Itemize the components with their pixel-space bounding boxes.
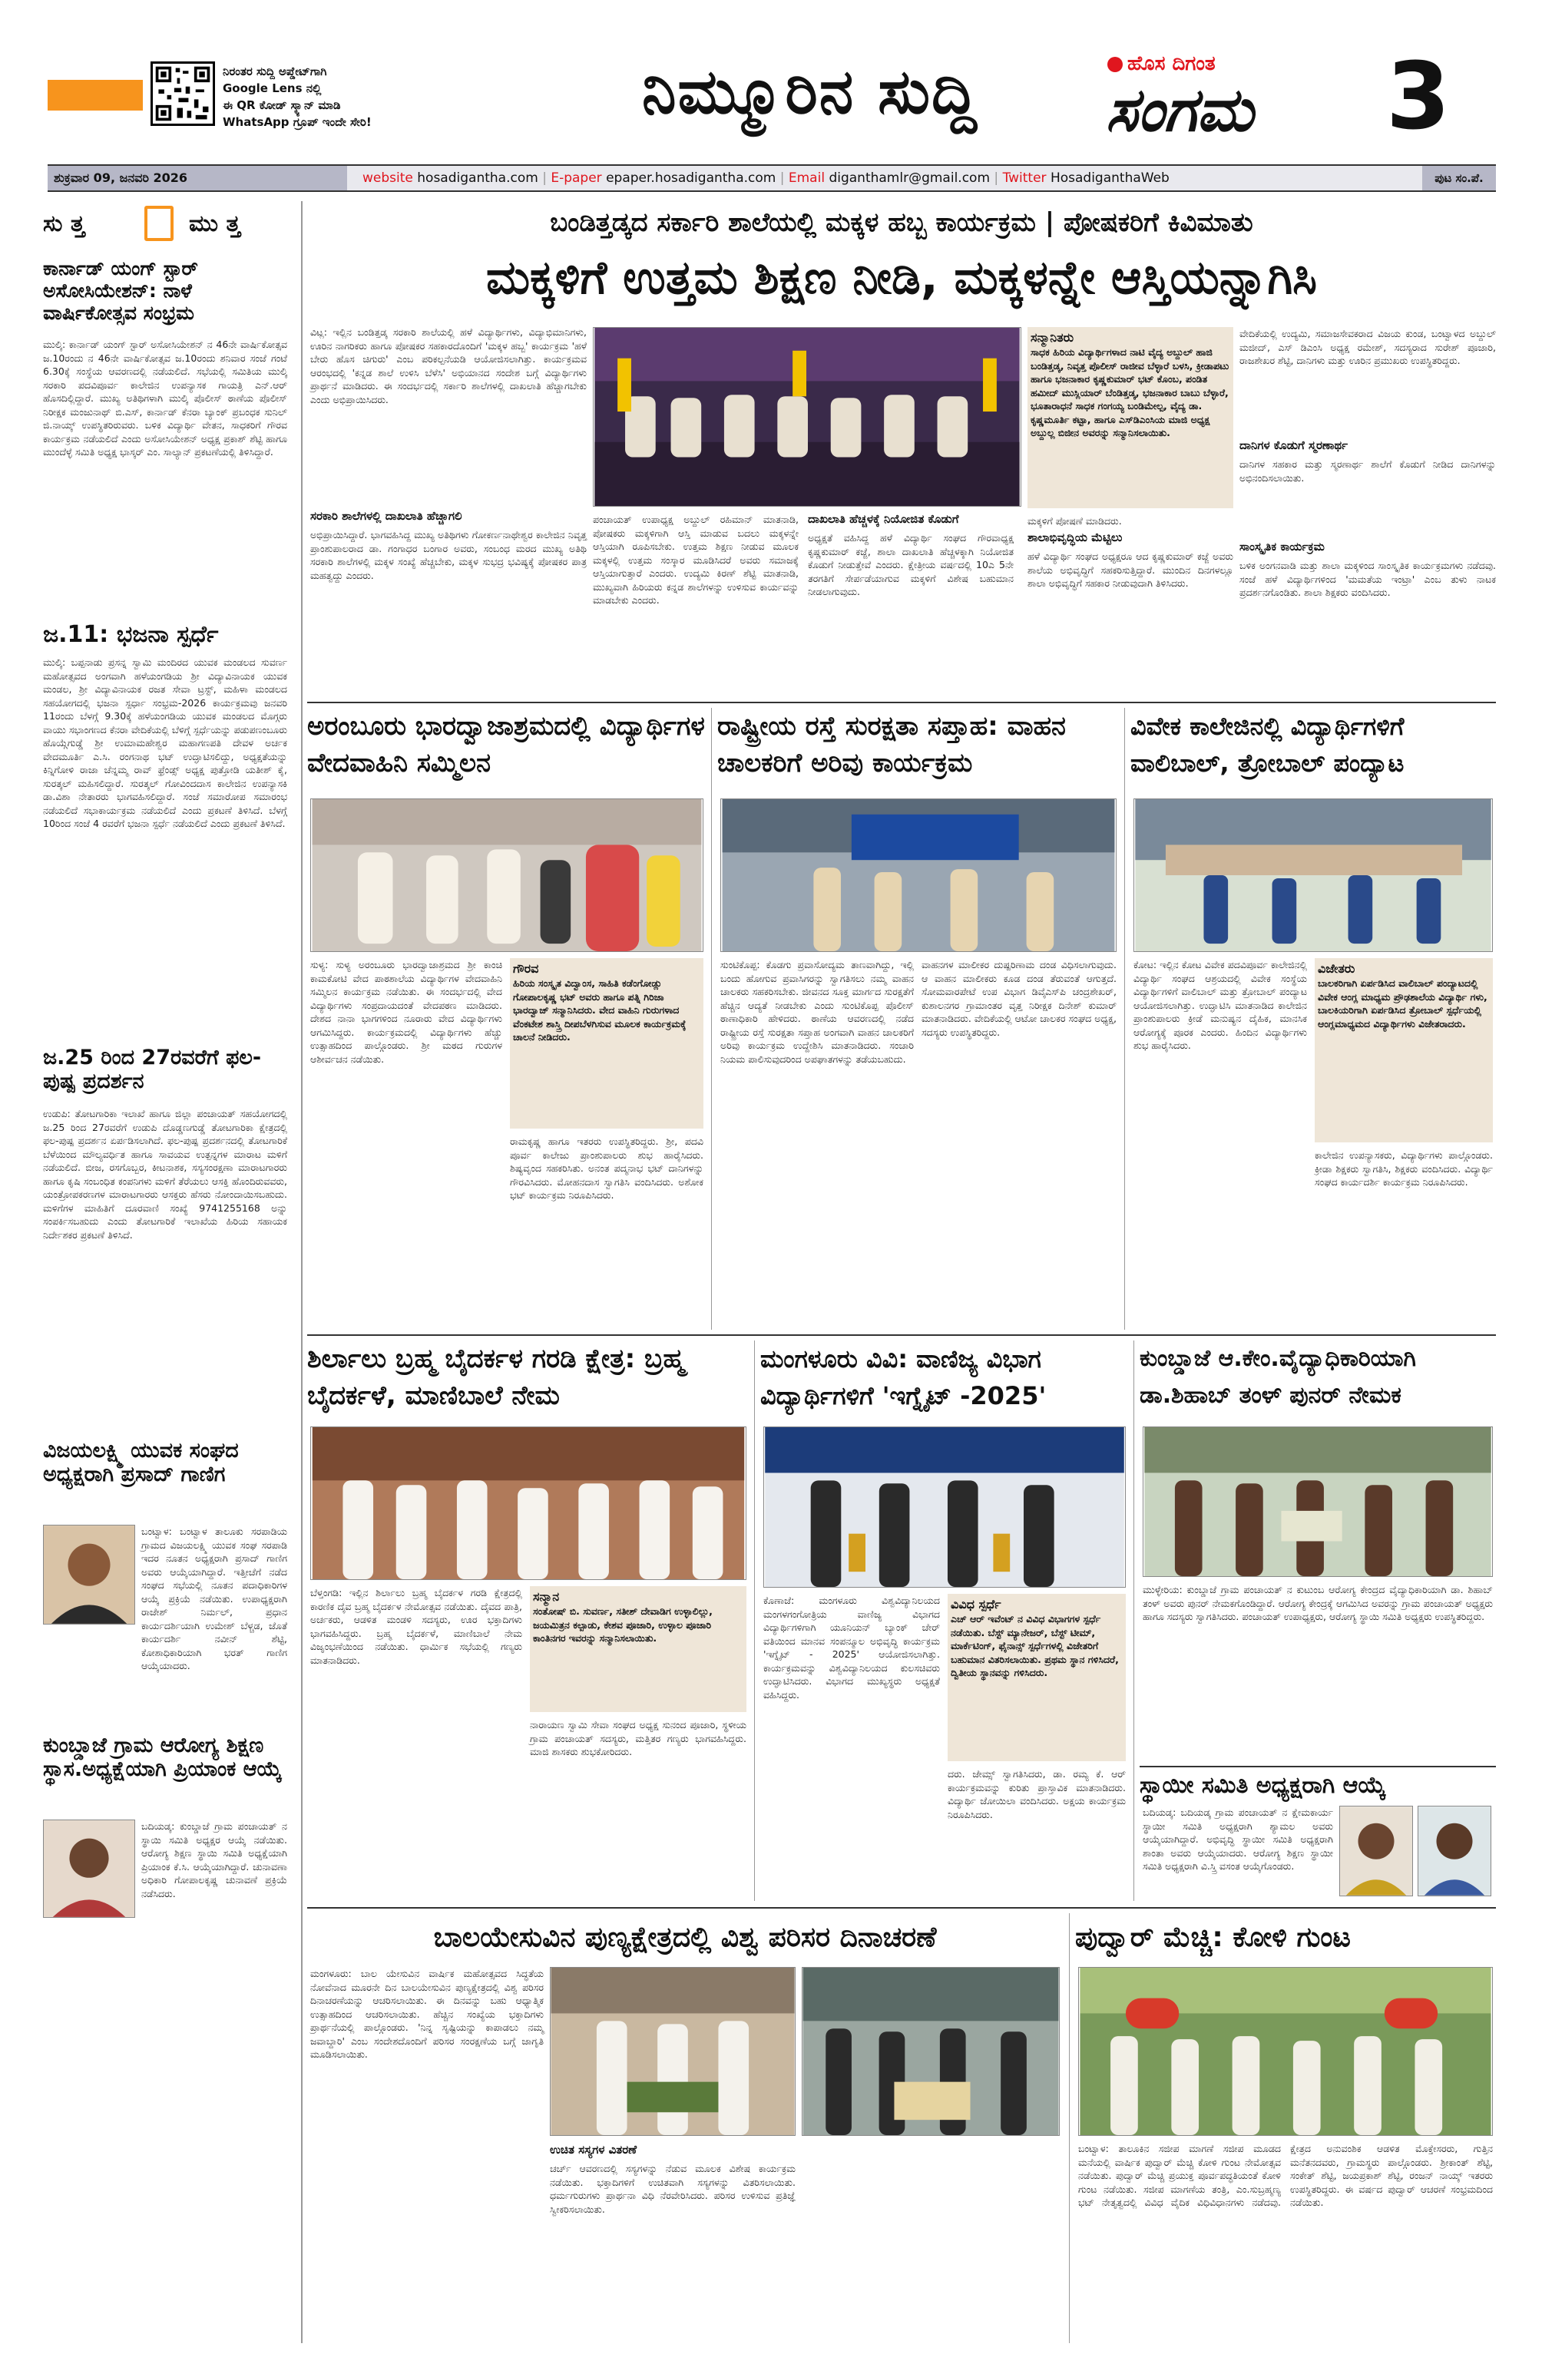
art-4: ಶಿರ್ಲಾಲು ಬ್ರಹ್ಮ ಬೈದರ್ಕಳ ಗರಡಿ ಕ್ಷೇತ್ರ: ಬ್ರಹ್ಮ ಬೈದರ್ಕಳೆ, ಮಾಣಿಬಾಲೆ ನೇಮ ಬೆಳ್ತಂಗಡಿ: ಇಲ್ಲಿನ ಶಿರ್ಲಾಲು ಬ್ರಹ್ಮ ಬೈದರ್ಕಳ ಗರಡಿ ಕ್ಷೇತ್ರದಲ್ಲಿ ಕಾರಣಿಕ ದೈವ ಬ್ರಹ್ಮ ಬೈದರ್ಕಳ ನೇಮೋತ್ಸವ ನಡೆಯಿತು. ದೈವದ ಪಾತ್ರಿ, ಅರ್ಚಕರು, ಆಡಳಿತ ಮಂಡಳಿ ಸದಸ್ಯರು, ಊರ ಭಕ್ತಾದಿಗಳು ಭಾಗವಹಿಸಿದ್ದರು. ಬ್ರಹ್ಮ ಬೈದರ್ಕಳೆ, ಮಾಣಿಬಾಲೆ ನೇಮ ವಿಜೃಂಭಣೆಯಿಂದ ನಡೆಯಿತು. ಧಾರ್ಮಿಕ ಸಭೆಯಲ್ಲಿ ಗಣ್ಯರು ಮಾತನಾಡಿದರು. ಸನ್ಮಾನ ಸಂತೋಷ್ ಬಿ. ಸುವರ್ಣ, ಸತೀಶ್ ದೇವಾಡಿಗ ಉಳ್ಳಾಲಿಲ್ಲು, ಜಯಮಿತ್ರನ ಕಲ್ಪಾಡು, ಕೇಶವ ಪೂಜಾರಿ, ಉಳ್ಳಾಲ ಪೂಜಾರಿ ಕಾಂತಿನಗರ ಇವರನ್ನು ಸನ್ಮಾನಿಸಲಾಯಿತು. ನಾರಾಯಣ ಸ್ವಾಮಿ ಸೇವಾ ಸಂಘದ ಅಧ್ಯಕ್ಷ ಸುನಂದ ಪೂಜಾರಿ, ಸ್ಥಳೀಯ ಗ್ರಾಮ ಪಂಚಾಯತ್ ಸದಸ್ಯರು, ಮತ್ತಿತರ ಗಣ್ಯರು ಭಾಗವಹಿಸಿದ್ದರು. ಮಾಜಿ ಶಾಸಕರು ಶುಭಕೋರಿದರು.: [307, 1344, 746, 1757]
links-row: website hosadigantha.com | E-paper epaper.hosadigantha.com | Email diganthamlr@gmail.com | Twitter HosadiganthaWeb: [362, 170, 1170, 186]
sidebar-story-4-photo: [43, 1525, 135, 1625]
row2-div-2: [1124, 708, 1125, 1330]
art-8-photo-2: [802, 1967, 1060, 2136]
sidebar-story-2-body: ಮುಲ್ಕಿ: ಬಪ್ಪನಾಡು ಪ್ರಸನ್ನ ಸ್ವಾಮಿ ಮಂದಿರದ ಯುವಕ ಮಂಡಲದ ಸುವರ್ಣ ಮಹೋತ್ಸವದ ಅಂಗವಾಗಿ ಹಳೆಯಂಗಡಿಯ ಶ್ರೀ ವಿದ್ಯಾವಿನಾಯಕ ಯುವಕ ಮಂಡಲ, ಶ್ರೀ ವಿದ್ಯಾವಿನಾಯಕ ರಜತ ಸೇವಾ ಟ್ರಸ್ಟ್, ಮಹಿಳಾ ಮಂಡಲದ ಸಹಯೋಗದಲ್ಲಿ ಭಜನಾ ಸ್ಪರ್ಧಾ ಸಂಭ್ರಮ-2026 ಕಾರ್ಯಕ್ರಮವು ಜನವರಿ 11ರಂದು ಬೆಳಗ್ಗೆ 9.30ಕ್ಕೆ ಹಳೆಯಂಗಡಿಯ ಯುವಕ ಮಂಡಲದ ಮೊಗ್ಗರು ವಾಯು ಸಭಾಂಗಣದ ಕೆನರಾ ವೇದಿಕೆಯಲ್ಲಿ ಬೆಳಿಗ್ಗೆ ಸ್ಪರ್ಧೆಯನ್ನು ಪಡುಪಣಂಬೂರು ಹೊಯ್ಗೆಗುಡ್ಡೆ ಶ್ರೀ ಉಮಾಮಹೇಶ್ವರ ಮಹಾಗಣಪತಿ ದೇವಳ ಅರ್ಚಕ ವೇದಮೂರ್ತಿ ಎ.ಸಿ. ರಂಗನಾಥ ಭಟ್ ಉದ್ಘಾಟಿಸಲಿದ್ದು, ಅಧ್ಯಕ್ಷತೆಯನ್ನು ಕಿನ್ನಿಗೋಳಿ ರಾಜಾ ಚೆನ್ನಮ್ಮ ರಾವ್ ಫ್ರೆಂಡ್ಸ್ ಅಧ್ಯಕ್ಷ ಪುತ್ತೋಡಿ ಯತೀಶ್ ಕೈ, ಸುರತ್ಕಲ್ ಮಹಿಸಲಿದ್ದಾರೆ. ಸುರತ್ಕಲ್ ಗೋವಿಂದದಾಸ ಕಾಲೇಜಿನ ಉಪನ್ಯಾಸಕಿ ಡಾ.ವಿಶಾ ನೇತಾರರು ಭಾಗವಹಿಸಲಿದ್ದಾರೆ. ಸಂಜೆ ಸಮಾರೋಪ ಸಮಾರಂಭ ನಡೆಯಲಿದೆ ಸಭಾಕಾರ್ಯಕ್ರಮ ನಡೆಯಲಿದೆ ಎಂದು ಪ್ರಕಟಣೆ ತಿಳಿಸಿದೆ. ಬೆಳಗ್ಗೆ 10ರಿಂದ ಸಂಜೆ 4 ರವರೆಗೆ ಭಜನಾ ಸ್ಪರ್ಧೆ ನಡೆಯಲಿದೆ ಎಂದು ಪ್ರಕಟಣೆ ತಿಳಿಸಿದೆ.: [43, 656, 287, 829]
art-2: ರಾಷ್ಟ್ರೀಯ ರಸ್ತೆ ಸುರಕ್ಷತಾ ಸಪ್ತಾಹ: ವಾಹನ ಚಾಲಕರಿಗೆ ಅರಿವು ಕಾರ್ಯಕ್ರಮ ಸುಂಟಿಕೊಪ್ಪ: ಕೊಡಗು ಪ್ರವಾಸೋದ್ಯಮ ತಾಣವಾಗಿದ್ದು, ಇಲ್ಲಿ ಬಂದು ಹೋಗುವ ಪ್ರವಾಸಿಗರನ್ನು ಸ್ವಾಗತಿಸಲು ನಮ್ಮ ವಾಹನ ಚಾಲಕರು ಸಹಕರಿಸಬೇಕು. ಜೀವನದ ಸೂಕ್ತ ಮಾರ್ಗದ ಸುರಕ್ಷತೆಗೆ ಹೆಚ್ಚಿನ ಆದ್ಯತೆ ನೀಡಬೇಕು ಎಂದು ಸುಂಟಿಕೊಪ್ಪ ಪೊಲೀಸ್ ಠಾಣಾಧಿಕಾರಿ ಹೇಳಿದರು. ಠಾಣೆಯ ಆವರಣದಲ್ಲಿ ನಡೆದ ರಾಷ್ಟ್ರೀಯ ರಸ್ತೆ ಸುರಕ್ಷತಾ ಸಪ್ತಾಹ ಅಂಗವಾಗಿ ವಾಹನ ಚಾಲಕರಿಗೆ ಅರಿವು ಕಾರ್ಯಕ್ರಮ ಉದ್ದೇಶಿಸಿ ಮಾತನಾಡಿದರು. ಸಂಚಾರಿ ನಿಯಮ ಪಾಲಿಸುವುದರಿಂದ ಅಪಘಾತಗಳನ್ನು ತಡೆಯಬಹುದು. ವಾಹನಗಳ ಮಾಲೀಕರ ದುಷ್ಪರಿಣಾಮ ದಂಡ ವಿಧಿಸಲಾಗುವುದು. ಆ ವಾಹನ ಮಾಲೀಕರು ಕೂಡ ದಂಡ ತೆರುವಂತೆ ಆಗುತ್ತದೆ. ಸೋಮವಾರಪೇಟೆ ಉಪ ವಿಭಾಗ ಡಿವೈಎಸ್‌ಪಿ ಚಂದ್ರಶೇಖರ್, ಕುಶಾಲನಗರ ಗ್ರಾಮಾಂತರ ವೃತ್ತ ನಿರೀಕ್ಷಕ ದಿನೇಶ್ ಕುಮಾರ್ ಮಾತನಾಡಿದರು. ವೇದಿಕೆಯಲ್ಲಿ ಆಟೋ ಚಾಲಕರ ಸಂಘದ ಅಧ್ಯಕ್ಷ, ಸದಸ್ಯರು ಉಪಸ್ಥಿತರಿದ್ದರು.: [717, 711, 1117, 1065]
art-8-photo-1: [550, 1967, 796, 2136]
brand-block: [1106, 44, 1505, 150]
art-8-box-title: ಉಚಿತ ಸಸ್ಯಗಳ ವಿತರಣೆ: [550, 2143, 637, 2157]
qr-code[interactable]: [151, 61, 215, 126]
sidebar: [43, 201, 296, 2343]
honorees-box: ಸನ್ಮಾನಿತರು ಸಾಧಕ ಹಿರಿಯ ವಿದ್ಯಾರ್ಥಿಗಳಾದ ನಾಟಿ ವೈದ್ಯ ಅಬ್ದುಲ್ ಹಾಜಿ ಬಂಡಿತ್ತಡ್ಕ, ನಿವೃತ್ತ ಪೊಲೀಸ್ ರಾಜೀವ ಬೆಳ್ಳಾರೆ ಬಳಸಿ, ಕ್ರೀಡಾಪಟು ಹಾಗೂ ಭಜನಾಕಾರ ಕೃಷ್ಣಕುಮಾರ್ ಭಟ್ ಕೊಂಬ, ಪಂಡಿತ ಹಮೀದ್ ಮುಸ್ಲಿಯಾರ್ ಬೆಂಡಿತ್ತಡ್ಕ, ಭಜನಾಕಾರ ಬಾಬು ಬೆಳ್ಳಾರೆ, ಭೂತಾರಾಧನೆ ಸಾಧಕ ಗಂಗಯ್ಯ ಬಂಡಿಮೇಲ್ಪ, ವೈದ್ಯ ಡಾ. ಕೃಷ್ಣಮೂರ್ತಿ ಕಟ್ಟಾ, ಹಾಗೂ ಎಸ್‌ಡಿಎಂಸಿಯ ಮಾಜಿ ಅಧ್ಯಕ್ಷ ಅಬ್ದುಲ್ಲ ಬಿಜೀನ ಅವರನ್ನು ಸನ್ಮಾನಿಸಲಾಯಿತು.: [1027, 327, 1233, 508]
art-7-photo-1: [1339, 1806, 1413, 1896]
lead-col-2: ಪಂಚಾಯತ್ ಉಪಾಧ್ಯಕ್ಷ ಅಬ್ದುಲ್ ರಹಿಮಾನ್ ಮಾತನಾಡಿ, ಪೋಷಕರು ಮಕ್ಕಳಿಗಾಗಿ ಆಸ್ತಿ ಮಾಡುವ ಬದಲು ಮಕ್ಕಳನ್ನೇ ಆಸ್ತಿಯಾಗಿ ರೂಪಿಸಬೇಕು. ಉತ್ತಮ ಶಿಕ್ಷಣ ನೀಡುವ ಮೂಲಕ ಮಕ್ಕಳಲ್ಲಿ ಉತ್ತಮ ಸಂಸ್ಕಾರ ಮೂಡಿಸಿದರೆ ಅವರು ಸಮಾಜಕ್ಕೆ ಆಸ್ತಿಯಾಗುತ್ತಾರೆ ಎಂದರು. ಉದ್ಯಮಿ ಕಿರಣ್ ಶೆಟ್ಟಿ ಮಾತನಾಡಿ, ಮುಖ್ಯವಾಗಿ ಹಿರಿಯರು ಕನ್ನಡ ಶಾಲೆಗಳನ್ನು ಉಳಿಸುವ ಕಾರ್ಯವನ್ನು ಮಾಡಬೇಕು ಎಂದರು. ದಾಖಲಾತಿ ಹೆಚ್ಚಳಕ್ಕೆ ನಿಯೋಜಿತ ಕೊಡುಗೆ ಅಧ್ಯಕ್ಷತೆ ವಹಿಸಿದ್ದ ಹಳೆ ವಿದ್ಯಾರ್ಥಿ ಸಂಘದ ಗೌರವಾಧ್ಯಕ್ಷ ಕೃಷ್ಣಕುಮಾರ್ ಕಜ್ಜೆ, ಶಾಲಾ ದಾಖಲಾತಿ ಹೆಚ್ಚಳಕ್ಕಾಗಿ ನಿಯೋಜಿತ ಕೊಡುಗೆ ನೀಡುತ್ತೇವೆ ಎಂದರು. ಕ್ಷೇತ್ರೀಯ ವರ್ಷದಲ್ಲಿ 10ಎ 5ನೇ ತರಗತಿಗೆ ಸೇರ್ಪಡೆಯಾಗುವ ಮಕ್ಕಳಿಗೆ ವಿಶೇಷ ಬಹುಮಾನ ನೀಡಲಾಗುವುದು.: [593, 512, 1014, 606]
row3-div-2: [1133, 1340, 1134, 1901]
lead-photo: [593, 327, 1021, 507]
art-1-photo: [310, 798, 703, 952]
sidebar-story-4-title: ವಿಜಯಲಕ್ಷ್ಮಿ ಯುವಕ ಸಂಘದ ಅಧ್ಯಕ್ಷರಾಗಿ ಪ್ರಸಾದ್ ಗಾಣಿಗ: [43, 1439, 239, 1487]
row4-div: [1069, 1913, 1070, 2343]
info-bar: [48, 164, 1496, 192]
lead-col-1: ವಿಟ್ಲ: ಇಲ್ಲಿನ ಬಂಡಿತ್ತಡ್ಕ ಸರಕಾರಿ ಶಾಲೆಯಲ್ಲಿ ಹಳೆ ವಿದ್ಯಾರ್ಥಿಗಳು, ವಿದ್ಯಾಭಿಮಾನಿಗಳು, ಊರಿನ ನಾಗರಿಕರು ಹಾಗೂ ಪೋಷಕರ ಸಹಕಾರದೊಂದಿಗೆ 'ಮಕ್ಕಳ ಹಬ್ಬ' ಕಾರ್ಯಕ್ರಮ 'ಹಳೆ ಬೇರು ಹೊಸ ಚಿಗುರು' ಎಂಬ ಪರಿಕಲ್ಪನೆಯಡಿ ಆಯೋಜಿಸಲಾಗಿತ್ತು. ಕಾರ್ಯಕ್ರಮವ ಆರಂಭದಲ್ಲಿ 'ಕನ್ನಡ ಶಾಲೆ ಉಳಿಸಿ ಬೆಳೆಸಿ' ಅಭಿಯಾನದ ಸಂದೇಶ ಬಗ್ಗೆ ವಿದ್ಯಾರ್ಥಿಗಳು ಪ್ರಾರ್ಥನೆ ಮಾಡಿದರು. ಈ ಸಂದರ್ಭದಲ್ಲಿ ಸರ್ಕಾರಿ ಶಾಲೆಗಳಲ್ಲಿ ದಾಖಲಾತಿ ಹೆಚ್ಚಾಗಬೇಕು ಎಂದು ಅಭಿಪ್ರಾಯಿಸಿದರು. ಸರಕಾರಿ ಶಾಲೆಗಳಲ್ಲಿ ದಾಖಲಾತಿ ಹೆಚ್ಚಾಗಲಿ ಅಭಿಪ್ರಾಯಿಸಿದ್ದಾರೆ. ಭಾಗವಹಿಸಿದ್ದ ಮುಖ್ಯ ಅತಿಥಿಗಳು ಗೋಕರ್ಣನಾಥೇಶ್ವರ ಕಾಲೇಜಿನ ನಿವೃತ್ತ ಪ್ರಾಂಶುಪಾಲರಾದ ಡಾ. ಗಂಗಾಧರ ಬಂಗಾರ ಅವರು, ಸಂಬಂಧ ಮರದ ಮುಖ್ಯ ಅತಿಥಿ ಸರಕಾರಿ ಶಾಲೆಗಳಲ್ಲಿ ಮಕ್ಕಳ ಸಂಖ್ಯೆ ಹೆಚ್ಚಬೇಕು, ಮಕ್ಕಳ ಸುಭದ್ರ ಭವಿಷ್ಯಕ್ಕೆ ಪೋಷಕರ ಪಾತ್ರ ಮಹತ್ವದ್ದು ಎಂದರು.: [310, 326, 587, 581]
art-7-photo-2: [1418, 1806, 1491, 1896]
art-5-photo: [763, 1426, 1126, 1588]
page-number: 3: [1386, 44, 1451, 150]
orange-tab: [48, 80, 143, 111]
page-tag: ಪುಟ ಸಂ.ಪೆ.: [1422, 166, 1496, 190]
brand-small: ಹೊಸ ದಿಗಂತ: [1127, 52, 1216, 75]
sidebar-story-3-title: ಜ.25 ರಿಂದ 27ರವರೆಗೆ ಫಲ-ಪುಷ್ಪ ಪ್ರದರ್ಶನ: [43, 1046, 262, 1094]
lead-bottom-rule: [307, 702, 1496, 703]
art-1-box: ಗೌರವ ಹಿರಿಯ ಸಂಸ್ಕೃತ ವಿದ್ವಾಂಸ, ಸಾಹಿತಿ ಕಡೆಂಗೋಡ್ಲು ಗೋಪಾಲಕೃಷ್ಣ ಭಟ್ ಅವರು ಹಾಗೂ ಪತ್ನಿ ಗಿರಿಜಾ ಭಾರದ್ವಾಜ್ ಸನ್ಮಾನಿಸಿದರು. ವೇದ ವಾಹಿನಿ ಗುರುಗಳಾದ ವೆಂಕಟೇಶ ಶಾಸ್ತ್ರಿ ದೀಪಬೆಳಗಿಸುವ ಮೂಲಕ ಕಾರ್ಯಕ್ರಮಕ್ಕೆ ಚಾಲನೆ ನೀಡಿದರು.: [510, 958, 703, 1129]
lead-kicker: ಬಂಡಿತ್ತಡ್ಕದ ಸರ್ಕಾರಿ ಶಾಲೆಯಲ್ಲಿ ಮಕ್ಕಳ ಹಬ್ಬ ಕಾರ್ಯಕ್ರಮ | ಪೋಷಕರಿಗೆ ಕಿವಿಮಾತು: [550, 207, 1253, 238]
sidebar-story-1-title: ಕಾರ್ನಾಡ್ ಯಂಗ್ ಸ್ಟಾರ್ ಅಸೋಸಿಯೇಶನ್: ನಾಳೆ ವಾರ್ಷಿಕೋತ್ಸವ ಸಂಭ್ರಮ: [43, 257, 198, 324]
row2-bottom-rule: [307, 1334, 1496, 1336]
sidebar-divider: [301, 201, 303, 2343]
art-9-photo: [1078, 1967, 1493, 2136]
sidebar-story-1-body: ಮುಲ್ಕಿ: ಕಾರ್ನಾಡ್ ಯಂಗ್ ಸ್ಟಾರ್ ಅಸೋಸಿಯೇಶನ್ ನ 46ನೇ ವಾರ್ಷಿಕೋತ್ಸವ ಜ.10ರಂದು ನ 46ನೇ ವಾರ್ಷಿಕೋತ್ಸವ ಜ.10ರಂದು ಶನಿವಾರ ಸಂಜೆ ಗಂಟೆ 6.30ಕ್ಕೆ ಸಂಸ್ಥೆಯ ಆವರಣದಲ್ಲಿ ನಡೆಯಲಿದೆ. ಸಭೆಯಲ್ಲಿ ಸಮಿತಿಯ ಮುಲ್ಕಿ ಸರಕಾರಿ ಪದವಿಪೂರ್ವ ಕಾಲೇಜಿನ ಉಪನ್ಯಾಸಕ ಗಾಯತ್ರಿ ಎನ್.ಆರ್ ಹೊಸದಿಲ್ಲಿದ್ದಾರೆ. ಮುಖ್ಯ ಅತಿಥಿಗಳಾಗಿ ಮುಲ್ಕಿ ಪೊಲೀಸ್ ಠಾಣೆಯ ಪೊಲೀಸ್ ನಿರೀಕ್ಷಕ ಮಂಜುನಾಥ್ ಬಿ.ಎಸ್, ಕಾರ್ನಾಡ್ ಕೆನರಾ ಬ್ಯಾಂಕ್ ಪ್ರಬಂಧಕ ಸುನಿಲ್ ಜಿ.ನಾಯ್ಕ್ ಉಪಸ್ಥಿತರಿರುವರು. ಬಳಿಕ ವಿದ್ಯಾರ್ಥಿ ವೇತನ, ಸಾಧಕರಿಗೆ ಗೌರವ ಕಾರ್ಯಕ್ರಮ ನಡೆಯಲಿದೆ ಎಂದು ಅಸೋಸಿಯೇಶನ್ ಅಧ್ಯಕ್ಷ ಪ್ರಕಾಶ್ ಶೆಟ್ಟಿ ಹಾಗೂ ಮುಂದೆಳ್ಳೆ ಸಮಿತಿ ಅಧ್ಯಕ್ಷ ಭಾಸ್ಕರ್ ಎಂ. ಸಾಲ್ಯಾನ್ ಪ್ರಕಟಣೆಯಲ್ಲಿ ತಿಳಿಸಿದ್ದಾರೆ.: [43, 339, 287, 458]
sidebar-story-3-body: ಉಡುಪಿ: ತೋಟಗಾರಿಕಾ ಇಲಾಖೆ ಹಾಗೂ ಜಿಲ್ಲಾ ಪಂಚಾಯತ್ ಸಹಯೋಗದಲ್ಲಿ ಜ.25 ರಿಂದ 27ರವರೆಗೆ ಉಡುಪಿ ದೊಡ್ಡಣಗುಡ್ಡೆ ತೋಟಗಾರಿಕಾ ಕ್ಷೇತ್ರದಲ್ಲಿ ಫಲ-ಪುಷ್ಪ ಪ್ರದರ್ಶನ ಏರ್ಪಡಿಸಲಾಗಿದೆ. ಫಲ-ಪುಷ್ಪ ಪ್ರದರ್ಶನದಲ್ಲಿ ತೋಟಗಾರಿಕೆ ಬೆಳೆಯಿಂದ ಮೌಲ್ಯವರ್ಧಿತ ಹಾಗೂ ಸಾವಯವ ಉತ್ಪನ್ನಗಳ ಮಾರಾಟ ಮಳಿಗೆ ನಡೆಯಲಿದೆ. ಬೀಜ, ರಸಗೊಬ್ಬರ, ಕೀಟನಾಶಕ, ಸಸ್ಯಸಂರಕ್ಷಣಾ ಮಾರಾಟಗಾರರು ಹಾಗೂ ಕೃಷಿ ಸಂಬಂಧಿತ ಕಂಪನಿಗಳು ಮಳಿಗೆ ತೆರೆಯಲು ಆಸಕ್ತಿ ಹೊಂದಿರುವವರು, ಯಂತ್ರೋಪಕರಣಗಳ ಮಾರಾಟಗಾರರು ಆಸಕ್ತರು ಹೆಸರು ನೋಂದಾಯಿಸಬಹುದು. ಮಳಿಗೆಗಳ ಮಾಹಿತಿಗೆ ದೂರವಾಣಿ ಸಂಖ್ಯೆ 9741255168 ಅನ್ನು ಸಂಪರ್ಕಿಸಬಹುದು ಎಂದು ತೋಟಗಾರಿಕೆ ಇಲಾಖೆಯ ಹಿರಿಯ ಸಹಾಯಕ ನಿರ್ದೇಶಕರ ಪ್ರಕಟಣೆ ತಿಳಿಸಿದೆ.: [43, 1108, 287, 1241]
masthead: [0, 0, 1542, 186]
masthead-title: ನಿಮ್ಮೂರಿನ ಸುದ್ದಿ: [642, 56, 978, 127]
art-2-photo: [720, 798, 1117, 952]
art-3-photo: [1133, 798, 1493, 952]
sidebar-logo: ಸು ತ್ತ ಮು ತ್ತ: [43, 201, 281, 247]
art-4-photo: [310, 1426, 746, 1580]
art-3-box: ವಿಜೇತರು ಬಾಲಕರಿಗಾಗಿ ಏರ್ಪಡಿಸಿದ ವಾಲಿಬಾಲ್ ಪಂದ್ಯಾಟದಲ್ಲಿ ವಿವೇಕ ಆಂಗ್ಲ ಮಾಧ್ಯಮ ಪ್ರೌಢಶಾಲೆಯ ವಿದ್ಯಾರ್ಥಿ ಗಳು, ಬಾಲಕಿಯರಿಗಾಗಿ ಏರ್ಪಡಿಸಿದ ತ್ರೋಬಾಲ್ ಸ್ಪರ್ಧೆಯಲ್ಲಿ ಆಂಗ್ಲಮಾಧ್ಯಮದ ವಿದ್ಯಾರ್ಥಿಗಳು ವಿಜೇತರಾದರು.: [1315, 958, 1493, 1142]
art-9: ಪುದ್ವಾರ್ ಮೆಚ್ಚಿ: ಕೋಳಿ ಗುಂಟ ಬಂಟ್ವಾಳ: ತಾಲೂಕಿನ ಸಜೀಪ ಮಾಗಣೆ ಸಜೀಪ ಮೂಡದ ಮನೆಯಲ್ಲಿ ವಾರ್ಷಿಕ ಪುದ್ವಾರ್ ಮೆಚ್ಚಿ ಕೋಳಿ ಗುಂಟ ನೇಮೋತ್ಸವ ನಡೆಯಿತು. ಪುದ್ವಾರ್ ಮೆಚ್ಚಿ ಪ್ರಯುಕ್ತ ಪೂರ್ವಪದ್ಧತಿಯಂತೆ ಕೋಳಿ ಗುಂಟ ನಡೆಯಿತು. ಸಜೀಪ ಮಾಗಣೆಯ ತಂತ್ರಿ, ಎಂ.ಸುಬ್ರಹ್ಮಣ್ಯ ಭಟ್ ನೇತೃತ್ವದಲ್ಲಿ ವಿವಿಧ ವೈದಿಕ ವಿಧಿವಿಧಾನಗಳು ನಡೆದವು. ಕ್ಷೇತ್ರದ ಅನುವಂಶಿಕ ಆಡಳಿತ ಮೊಕ್ತೇಸರರು, ಗುತ್ತಿನ ಮನೆತನದವರು, ಗ್ರಾಮಸ್ಥರು ಪಾಲ್ಗೊಂಡರು. ಶ್ರೀಕಾಂತ್ ಶೆಟ್ಟಿ, ಸಂಕೇತ್ ಶೆಟ್ಟಿ, ಜಯಪ್ರಕಾಶ್ ಶೆಟ್ಟಿ, ರಂಜನ್ ನಾಯ್ಕ್ ಇತರರು ಉಪಸ್ಥಿತರಿದ್ದರು. ಈ ವರ್ಷದ ಪುದ್ವಾರ್ ಆಚರಣೆ ಸಂಭ್ರಮದಿಂದ ನಡೆಯಿತು.: [1075, 1922, 1493, 2208]
art-6: ಕುಂಬ್ಡಾಜೆ ಆ.ಕೇಂ.ವೈದ್ಯಾಧಿಕಾರಿಯಾಗಿ ಡಾ.ಶಿಹಾಬ್ ತಂಳ್ ಪುನರ್ ನೇಮಕ ಮುಳ್ಳೇರಿಯ: ಕುಂಬ್ಡಾಜೆ ಗ್ರಾಮ ಪಂಚಾಯತ್ ನ ಕುಟುಂಬ ಆರೋಗ್ಯ ಕೇಂದ್ರದ ವೈದ್ಯಾಧಿಕಾರಿಯಾಗಿ ಡಾ. ಶಿಹಾಬ್ ತಂಳ್ ಅವರು ಪುನರ್ ನೇಮಕಗೊಂಡಿದ್ದಾರೆ. ಆರೋಗ್ಯ ಕೇಂದ್ರಕ್ಕೆ ಆಗಮಿಸಿದ ಅವರನ್ನು ಗ್ರಾಮ ಪಂಚಾಯತ್ ಅಧ್ಯಕ್ಷರು ಹಾಗೂ ಸದಸ್ಯರು ಸ್ವಾಗತಿಸಿದರು. ಪಂಚಾಯತ್ ಉಪಾಧ್ಯಕ್ಷರು, ಆರೋಗ್ಯ ಸ್ಥಾಯಿ ಸಮಿತಿ ಅಧ್ಯಕ್ಷರು ಉಪಸ್ಥಿತರಿದ್ದರು.: [1140, 1345, 1493, 1622]
date: ಶುಕ್ರವಾರ 09, ಜನವರಿ 2026: [48, 166, 347, 190]
lead-headline: ಮಕ್ಕಳಿಗೆ ಉತ್ತಮ ಶಿಕ್ಷಣ ನೀಡಿ, ಮಕ್ಕಳನ್ನೇ ಆಸ್ತಿಯನ್ನಾಗಿಸಿ: [485, 251, 1318, 305]
brand-logo-icon: [1107, 57, 1123, 72]
art-1: ಅರಂಬೂರು ಭಾರದ್ವಾಜಾಶ್ರಮದಲ್ಲಿ ವಿದ್ಯಾರ್ಥಿಗಳ ವೇದವಾಹಿನಿ ಸಮ್ಮಿಲನ ಸುಳ್ಯ: ಸುಳ್ಯ ಅರಂಬೂರು ಭಾರದ್ವಾಜಾಶ್ರಮದ ಶ್ರೀ ಕಾಂಚಿ ಕಾಮಕೋಟಿ ವೇದ ಪಾಠಶಾಲೆಯ ವಿದ್ಯಾರ್ಥಿಗಳ ವೇದವಾಹಿನಿ ಸಮ್ಮಿಲನ ಕಾರ್ಯಕ್ರಮ ನಡೆಯಿತು. ಈ ಸಂದರ್ಭದಲ್ಲಿ ವೇದ ವಿದ್ಯಾರ್ಥಿಗಳು ಸಂಪ್ರದಾಯದಂತೆ ವೇದಪಠಣ ಮಾಡಿದರು. ದೇಶದ ನಾನಾ ಭಾಗಗಳಿಂದ ನೂರಾರು ವೇದ ವಿದ್ಯಾರ್ಥಿಗಳು ಆಗಮಿಸಿದ್ದರು. ಕಾರ್ಯಕ್ರಮದಲ್ಲಿ ವಿದ್ಯಾರ್ಥಿಗಳು ಹೆಚ್ಚು ಉತ್ಸಾಹದಿಂದ ಪಾಲ್ಗೊಂಡರು. ಶ್ರೀ ಮಠದ ಗುರುಗಳ ಆಶೀರ್ವಚನ ನಡೆಯಿತು. ಗೌರವ ಹಿರಿಯ ಸಂಸ್ಕೃತ ವಿದ್ವಾಂಸ, ಸಾಹಿತಿ ಕಡೆಂಗೋಡ್ಲು ಗೋಪಾಲಕೃಷ್ಣ ಭಟ್ ಅವರು ಹಾಗೂ ಪತ್ನಿ ಗಿರಿಜಾ ಭಾರದ್ವಾಜ್ ಸನ್ಮಾನಿಸಿದರು. ವೇದ ವಾಹಿನಿ ಗುರುಗಳಾದ ವೆಂಕಟೇಶ ಶಾಸ್ತ್ರಿ ದೀಪಬೆಳಗಿಸುವ ಮೂಲಕ ಕಾರ್ಯಕ್ರಮಕ್ಕೆ ಚಾಲನೆ ನೀಡಿದರು. ರಾಮಕೃಷ್ಣ ಹಾಗೂ ಇತರರು ಉಪಸ್ಥಿತರಿದ್ದರು. ಶ್ರೀ, ಪದವಿ ಪೂರ್ವ ಕಾಲೇಜು ಪ್ರಾಂಶುಪಾಲರು ಶುಭ ಹಾರೈಸಿದರು. ಶಿಷ್ಯವೃಂದ ಸಹಕರಿಸಿತು. ಅನಂತ ಪದ್ಮನಾಭ ಭಟ್ ದಾನಿಗಳನ್ನು ಗೌರವಿಸಿದರು. ಮೋಹನದಾಸ ಸ್ವಾಗತಿಸಿ ವಂದಿಸಿದರು. ಅಶೋಕ ಭಟ್ ಕಾರ್ಯಕ್ರಮ ನಿರೂಪಿಸಿದರು.: [307, 711, 705, 1201]
row2-div-1: [711, 708, 712, 1330]
art-4-box: ಸನ್ಮಾನ ಸಂತೋಷ್ ಬಿ. ಸುವರ್ಣ, ಸತೀಶ್ ದೇವಾಡಿಗ ಉಳ್ಳಾಲಿಲ್ಲು, ಜಯಮಿತ್ರನ ಕಲ್ಪಾಡು, ಕೇಶವ ಪೂಜಾರಿ, ಉಳ್ಳಾಲ ಪೂಜಾರಿ ಕಾಂತಿನಗರ ಇವರನ್ನು ಸನ್ಮಾನಿಸಲಾಯಿತು.: [530, 1586, 746, 1712]
sidebar-story-2-title: ಜ.11: ಭಜನಾ ಸ್ಪರ್ಧೆ: [43, 621, 219, 648]
art-5: ಮಂಗಳೂರು ವಿವಿ: ವಾಣಿಜ್ಯ ವಿಭಾಗ ವಿದ್ಯಾರ್ಥಿಗಳಿಗೆ 'ಇಗ್ನೈಟ್ -2025' ಕೊಣಾಜೆ: ಮಂಗಳೂರು ವಿಶ್ವವಿದ್ಯಾನಿಲಯದ ಮಂಗಳಗಂಗೋತ್ರಿಯ ವಾಣಿಜ್ಯ ವಿಭಾಗದ ವಿದ್ಯಾರ್ಥಿಗಳಿಗಾಗಿ ಯೂನಿಯನ್ ಬ್ಯಾಂಕ್ ಚೇರ್ ವತಿಯಿಂದ ಮಾನವ ಸಂಪನ್ಮೂಲ ಅಭಿವೃದ್ಧಿ ಕಾರ್ಯಕ್ರಮ 'ಇಗ್ನೈಟ್ - 2025' ಆಯೋಜಿಸಲಾಗಿತ್ತು. ಕಾರ್ಯಕ್ರಮವನ್ನು ವಿಶ್ವವಿದ್ಯಾನಿಲಯದ ಕುಲಸಚಿವರು ಉದ್ಘಾಟಿಸಿದರು. ವಿಭಾಗದ ಮುಖ್ಯಸ್ಥರು ಅಧ್ಯಕ್ಷತೆ ವಹಿಸಿದ್ದರು. ವಿವಿಧ ಸ್ಪರ್ಧೆ ಎಚ್ ಆರ್ ಇವೆಂಟ್ ನ ವಿವಿಧ ವಿಭಾಗಗಳ ಸ್ಪರ್ಧೆ ನಡೆಯಿತು. ಬೆಸ್ಟ್ ಮ್ಯಾನೇಜರ್, ಬೆಸ್ಟ್ ಟೀಮ್, ಮಾರ್ಕೆಟಿಂಗ್, ಫೈನಾನ್ಸ್ ಸ್ಪರ್ಧೆಗಳಲ್ಲಿ ವಿಜೇತರಿಗೆ ಬಹುಮಾನ ವಿತರಿಸಲಾಯಿತು. ಪ್ರಥಮ ಸ್ಥಾನ ಗಳಿಸಿದರೆ, ದ್ವಿತೀಯ ಸ್ಥಾನವನ್ನು ಗಳಿಸಿದರು. ದರು. ಜೇಮ್ಸ್ ಸ್ವಾಗತಿಸಿದರು, ಡಾ. ರಮ್ಯ ಕೆ. ಆರ್ ಕಾರ್ಯಕ್ರಮವನ್ನು ಕುರಿತು ಪ್ರಾಸ್ತಾವಿಕ ಮಾತನಾಡಿದರು. ವಿದ್ಯಾರ್ಥಿ ಜೋಯಿಲಾ ವಂದಿಸಿದರು. ಅಕ್ಷಯ ಕಾರ್ಯಕ್ರಮ ನಿರೂಪಿಸಿದರು.: [760, 1344, 1126, 1820]
row3-side-rule: [1140, 1766, 1496, 1767]
brand-name: ಸಂಗಮ: [1106, 76, 1254, 145]
qr-caption: ನಿರಂತರ ಸುದ್ದಿ ಅಪ್ಡೇಟ್‌ಗಾಗಿ Google Lens ನಲ್ಲಿ ಈ QR ಕೋಡ್ ಸ್ಕ್ಯಾನ್ ಮಾಡಿ WhatsApp ಗ್ರೂಪ್ ಇಂದೇ ಸೇರಿ!: [223, 64, 372, 129]
lead-col-3: ಸನ್ಮಾನಿತರು ಸಾಧಕ ಹಿರಿಯ ವಿದ್ಯಾರ್ಥಿಗಳಾದ ನಾಟಿ ವೈದ್ಯ ಅಬ್ದುಲ್ ಹಾಜಿ ಬಂಡಿತ್ತಡ್ಕ, ನಿವೃತ್ತ ಪೊಲೀಸ್ ರಾಜೀವ ಬೆಳ್ಳಾರೆ ಬಳಸಿ, ಕ್ರೀಡಾಪಟು ಹಾಗೂ ಭಜನಾಕಾರ ಕೃಷ್ಣಕುಮಾರ್ ಭಟ್ ಕೊಂಬ, ಪಂಡಿತ ಹಮೀದ್ ಮುಸ್ಲಿಯಾರ್ ಬೆಂಡಿತ್ತಡ್ಕ, ಭಜನಾಕಾರ ಬಾಬು ಬೆಳ್ಳಾರೆ, ಭೂತಾರಾಧನೆ ಸಾಧಕ ಗಂಗಯ್ಯ ಬಂಡಿಮೇಲ್ಪ, ವೈದ್ಯ ಡಾ. ಕೃಷ್ಣಮೂರ್ತಿ ಕಟ್ಟಾ, ಹಾಗೂ ಎಸ್‌ಡಿಎಂಸಿಯ ಮಾಜಿ ಅಧ್ಯಕ್ಷ ಅಬ್ದುಲ್ಲ ಬಿಜೀನ ಅವರನ್ನು ಸನ್ಮಾನಿಸಲಾಯಿತು. ಮಕ್ಕಳಿಗೆ ಪೋಷಣೆ ಮಾಡಿದರು. ಶಾಲಾಭಿವೃದ್ಧಿಯ ಮೆಟ್ಟಿಲು ಹಳೆ ವಿದ್ಯಾರ್ಥಿ ಸಂಘದ ಅಧ್ಯಕ್ಷರೂ ಆದ ಕೃಷ್ಣಕುಮಾರ್ ಕಜ್ಜೆ ಅವರು ಶಾಲೆಯ ಅಭಿವೃದ್ಧಿಗೆ ಸಹಕರಿಸುತ್ತಿದ್ದಾರೆ. ಮುಂದಿನ ದಿನಗಳಲ್ಲೂ ಶಾಲಾ ಅಭಿವೃದ್ಧಿಗೆ ಸಹಕಾರ ನೀಡುವುದಾಗಿ ತಿಳಿಸಿದರು.: [1027, 327, 1233, 696]
book-icon: [144, 206, 174, 241]
art-8: ಬಾಲಯೇಸುವಿನ ಪುಣ್ಯಕ್ಷೇತ್ರದಲ್ಲಿ ವಿಶ್ವ ಪರಿಸರ ದಿನಾಚರಣೆ ಮಂಗಳೂರು: ಬಾಲ ಯೇಸುವಿನ ವಾರ್ಷಿಕ ಮಹೋತ್ಸವದ ಸಿದ್ಧತೆಯ ನೋವೆನಾದ ಮೂರನೇ ದಿನ ಬಾಲಯೇಸುವಿನ ಪುಣ್ಯಕ್ಷೇತ್ರದಲ್ಲಿ ವಿಶ್ವ ಪರಿಸರ ದಿನಾಚರಣೆಯನ್ನು ಆಚರಿಸಲಾಯಿತು. ಈ ದಿನವನ್ನು ಬಹು ಆಧ್ಯಾತ್ಮಿಕ ಉತ್ಸಾಹದಿಂದ ಆಚರಿಸಲಾಯಿತು. ಹೆಚ್ಚಿನ ಸಂಖ್ಯೆಯ ಭಕ್ತಾದಿಗಳು ಪ್ರಾರ್ಥನೆಯಲ್ಲಿ ಪಾಲ್ಗೊಂಡರು. 'ನಿನ್ನ ಸೃಷ್ಟಿಯನ್ನು ಕಾಪಾಡಲು ನಮ್ಮ ಜವಾಬ್ದಾರಿ' ಎಂಬ ಸಂದೇಶದೊಂದಿಗೆ ಪರಿಸರ ಸಂರಕ್ಷಣೆಯ ಬಗ್ಗೆ ಜಾಗೃತಿ ಮೂಡಿಸಲಾಯಿತು. ಉಚಿತ ಸಸ್ಯಗಳ ವಿತರಣೆ ಚರ್ಚ್ ಆವರಣದಲ್ಲಿ ಸಸ್ಯಗಳನ್ನು ನೆಡುವ ಮೂಲಕ ವಿಶೇಷ ಕಾರ್ಯಕ್ರಮ ನಡೆಯಿತು. ಭಕ್ತಾದಿಗಳಿಗೆ ಉಚಿತವಾಗಿ ಸಸ್ಯಗಳನ್ನು ವಿತರಿಸಲಾಯಿತು. ಧರ್ಮಗುರುಗಳು ಪ್ರಾರ್ಥನಾ ವಿಧಿ ನೆರವೇರಿಸಿದರು. ಪರಿಸರ ಉಳಿಸುವ ಪ್ರತಿಜ್ಞೆ ಸ್ವೀಕರಿಸಲಾಯಿತು.: [307, 1913, 1063, 2343]
sidebar-story-5-title: ಕುಂಬ್ಡಾಜೆ ಗ್ರಾಮ ಆರೋಗ್ಯ ಶಿಕ್ಷಣ ಸ್ಥಾಸ.ಅಧ್ಯಕ್ಷೆಯಾಗಿ ಪ್ರಿಯಾಂಕ ಆಯ್ಕೆ: [43, 1734, 283, 1782]
art-3: ವಿವೇಕ ಕಾಲೇಜಿನಲ್ಲಿ ವಿದ್ಯಾರ್ಥಿಗಳಿಗೆ ವಾಲಿಬಾಲ್, ತ್ರೋಬಾಲ್ ಪಂದ್ಯಾಟ ಕೋಟ: ಇಲ್ಲಿನ ಕೋಟ ವಿವೇಕ ಪದವಿಪೂರ್ವ ಕಾಲೇಜಿನಲ್ಲಿ ವಿದ್ಯಾರ್ಥಿ ಸಂಘದ ಆಶ್ರಯದಲ್ಲಿ ವಿವೇಕ ಸಂಸ್ಥೆಯ ವಿದ್ಯಾರ್ಥಿಗಳಿಗೆ ವಾಲಿಬಾಲ್ ಮತ್ತು ತ್ರೋಬಾಲ್ ಪಂದ್ಯಾಟ ಆಯೋಜಿಸಲಾಗಿತ್ತು. ಉದ್ಘಾಟಿಸಿ ಮಾತನಾಡಿದ ಕಾಲೇಜಿನ ಪ್ರಾಂಶುಪಾಲರು ಕ್ರೀಡೆ ಮನುಷ್ಯನ ದೈಹಿಕ, ಮಾನಸಿಕ ಆರೋಗ್ಯಕ್ಕೆ ಪೂರಕ ಎಂದರು. ಹಿಂದಿನ ವಿದ್ಯಾರ್ಥಿಗಳು ಶುಭ ಹಾರೈಸಿದರು. ವಿಜೇತರು ಬಾಲಕರಿಗಾಗಿ ಏರ್ಪಡಿಸಿದ ವಾಲಿಬಾಲ್ ಪಂದ್ಯಾಟದಲ್ಲಿ ವಿವೇಕ ಆಂಗ್ಲ ಮಾಧ್ಯಮ ಪ್ರೌಢಶಾಲೆಯ ವಿದ್ಯಾರ್ಥಿ ಗಳು, ಬಾಲಕಿಯರಿಗಾಗಿ ಏರ್ಪಡಿಸಿದ ತ್ರೋಬಾಲ್ ಸ್ಪರ್ಧೆಯಲ್ಲಿ ಆಂಗ್ಲಮಾಧ್ಯಮದ ವಿದ್ಯಾರ್ಥಿಗಳು ವಿಜೇತರಾದರು. ಕಾಲೇಜಿನ ಉಪನ್ಯಾಸಕರು, ವಿದ್ಯಾರ್ಥಿಗಳು ಪಾಲ್ಗೊಂಡರು. ಕ್ರೀಡಾ ಶಿಕ್ಷಕರು ಸ್ವಾಗತಿಸಿ, ಶಿಕ್ಷಕರು ವಂದಿಸಿದರು. ವಿದ್ಯಾರ್ಥಿ ಸಂಘದ ಕಾರ್ಯದರ್ಶಿ ಕಾರ್ಯಕ್ರಮ ನಿರೂಪಿಸಿದರು.: [1130, 712, 1493, 1188]
art-7: ಸ್ಥಾಯೀ ಸಮಿತಿ ಅಧ್ಯಕ್ಷರಾಗಿ ಆಯ್ಕೆ ಬದಿಯಡ್ಕ: ಬದಿಯಡ್ಕ ಗ್ರಾಮ ಪಂಚಾಯತ್ ನ ಕ್ಷೇಮಕಾರ್ಯ ಸ್ಥಾಯೀ ಸಮಿತಿ ಅಧ್ಯಕ್ಷರಾಗಿ ಶ್ಯಾಮಲ ಅವರು ಆಯ್ಕೆಯಾಗಿದ್ದಾರೆ. ಅಭಿವೃದ್ಧಿ ಸ್ಥಾಯೀ ಸಮಿತಿ ಅಧ್ಯಕ್ಷರಾಗಿ ಶಾಂತಾ ಅವರು ಆಯ್ಕೆಯಾದರು. ಆರೋಗ್ಯ ಶಿಕ್ಷಣ ಸ್ಥಾಯೀ ಸಮಿತಿ ಅಧ್ಯಕ್ಷರಾಗಿ ವಿ.ಸ್ತ್ರಿ ವಸಂತ ಆಯ್ಕೆಗೊಂಡರು.: [1140, 1770, 1496, 1901]
art-6-photo: [1143, 1426, 1493, 1577]
row3-bottom-rule: [307, 1907, 1496, 1909]
art-5-box: ವಿವಿಧ ಸ್ಪರ್ಧೆ ಎಚ್ ಆರ್ ಇವೆಂಟ್ ನ ವಿವಿಧ ವಿಭಾಗಗಳ ಸ್ಪರ್ಧೆ ನಡೆಯಿತು. ಬೆಸ್ಟ್ ಮ್ಯಾನೇಜರ್, ಬೆಸ್ಟ್ ಟೀಮ್, ಮಾರ್ಕೆಟಿಂಗ್, ಫೈನಾನ್ಸ್ ಸ್ಪರ್ಧೆಗಳಲ್ಲಿ ವಿಜೇತರಿಗೆ ಬಹುಮಾನ ವಿತರಿಸಲಾಯಿತು. ಪ್ರಥಮ ಸ್ಥಾನ ಗಳಿಸಿದರೆ, ದ್ವಿತೀಯ ಸ್ಥಾನವನ್ನು ಗಳಿಸಿದರು.: [948, 1594, 1126, 1761]
sidebar-story-5-body: ಬದಿಯಡ್ಕ: ಕುಂಬ್ಡಾಜೆ ಗ್ರಾಮ ಪಂಚಾಯತ್ ನ ಸ್ಥಾಯಿ ಸಮಿತಿ ಅಧ್ಯಕ್ಷರ ಆಯ್ಕೆ ನಡೆಯಿತು. ಆರೋಗ್ಯ ಶಿಕ್ಷಣ ಸ್ಥಾಯಿ ಸಮಿತಿ ಅಧ್ಯಕ್ಷೆಯಾಗಿ ಪ್ರಿಯಾಂಕ ಕೆ.ಸಿ. ಆಯ್ಕೆಯಾಗಿದ್ದಾರೆ. ಚುನಾವಣಾ ಅಧಿಕಾರಿ ಗೋಪಾಲಕೃಷ್ಣ ಚುನಾವಣೆ ಪ್ರಕ್ರಿಯೆ ನಡೆಸಿದರು.: [141, 1820, 287, 1899]
row3-div-1: [754, 1340, 755, 1901]
sidebar-story-5-photo: [43, 1820, 135, 1918]
sidebar-story-4-body: ಬಂಟ್ವಾಳ: ಬಂಟ್ವಾಳ ತಾಲೂಕು ಸರಪಾಡಿಯ ಗ್ರಾಮದ ವಿಜಯಲಕ್ಷ್ಮಿ ಯುವಕ ಸಂಘ ಸರಪಾಡಿ ಇದರ ನೂತನ ಅಧ್ಯಕ್ಷರಾಗಿ ಪ್ರಸಾದ್ ಗಾಣಿಗ ಅವರು ಆಯ್ಕೆಯಾಗಿದ್ದಾರೆ. ಇತ್ತೀಚೆಗೆ ನಡೆದ ಸಂಘದ ಸಭೆಯಲ್ಲಿ ನೂತನ ಪದಾಧಿಕಾರಿಗಳ ಆಯ್ಕೆ ಪ್ರಕ್ರಿಯೆ ನಡೆಯಿತು. ಉಪಾಧ್ಯಕ್ಷರಾಗಿ ರಾಜೇಶ್ ನಿರ್ಮಲ್, ಪ್ರಧಾನ ಕಾರ್ಯದರ್ಶಿಯಾಗಿ ಉಮೇಶ್ ಬೆಳ್ಚಡ, ಜೊತೆ ಕಾರ್ಯದರ್ಶಿ ನವೀನ್ ಶೆಟ್ಟಿ, ಕೋಶಾಧಿಕಾರಿಯಾಗಿ ಭರತ್ ಗಾಣಿಗ ಆಯ್ಕೆಯಾದರು.: [141, 1526, 287, 1671]
lead-col-4: ವೇದಿಕೆಯಲ್ಲಿ ಉದ್ಯಮಿ, ಸಮಾಜಸೇವಕರಾದ ವಿಜಯ ಕುಂಡ, ಬಂಟ್ವಾಳದ ಅಬ್ದುಲ್ ಮಜೀದ್, ಎಸ್ ಡಿಎಂಸಿ ಅಧ್ಯಕ್ಷ ರಮೇಶ್, ಸದಸ್ಯರಾದ ಸುರೇಶ್ ಪೂಜಾರಿ, ರಾಜಶೇಖರ ಶೆಟ್ಟಿ, ದಾನಿಗಳು ಮತ್ತು ಊರಿನ ಪ್ರಮುಖರು ಉಪಸ್ಥಿತರಿದ್ದರು. ದಾನಿಗಳ ಕೊಡುಗೆ ಸ್ಮರಣಾರ್ಥ ದಾನಿಗಳ ಸಹಕಾರ ಮತ್ತು ಸ್ಮರಣಾರ್ಥ ಶಾಲೆಗೆ ಕೊಡುಗೆ ನೀಡಿದ ದಾನಿಗಳನ್ನು ಅಭಿನಂದಿಸಲಾಯಿತು. ಸಾಂಸ್ಕೃತಿಕ ಕಾರ್ಯಕ್ರಮ ಬಳಿಕ ಅಂಗನವಾಡಿ ಮತ್ತು ಶಾಲಾ ಮಕ್ಕಳಿಂದ ಸಾಂಸ್ಕೃತಿಕ ಕಾರ್ಯಕ್ರಮಗಳು ನಡೆದವು. ಸಂಜೆ ಹಳೆ ವಿದ್ಯಾರ್ಥಿಗಳಿಂದ 'ಮಮತೆಯ ಇಂಟ್ರಾ' ಎಂಬ ತುಳು ನಾಟಕ ಪ್ರದರ್ಶನಗೊಂಡಿತು. ಶಾಲಾ ಶಿಕ್ಷಕರು ವಂದಿಸಿದರು.: [1239, 328, 1496, 598]
